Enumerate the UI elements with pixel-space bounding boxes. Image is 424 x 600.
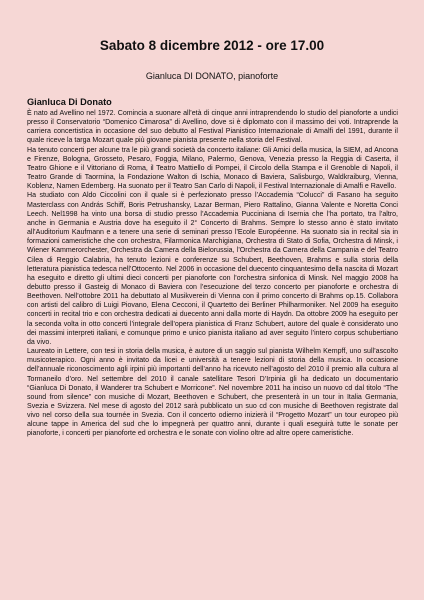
biography-body [27, 109, 398, 439]
biography-title: Gianluca Di Donato [27, 97, 112, 107]
concert-date-heading: Sabato 8 dicembre 2012 - ore 17.00 [99, 38, 325, 53]
biography-paragraph: È nato ad Avellino nel 1972. Comincia a suonare all’età di cinque anni intraprendendo lo studio del pianoforte a undici presso il Conservatorio “Domenico Cimarosa” di Avellino, dove si è diplomato con il massimo dei voti. Intraprende la carriera concertistica in occasione del suo debutto al Festival Pianistico Internazionale di Amalfi del 1991, durante il quale riceve la targa Mozart quale più giovane pianista presente nella storia del Festival. [27, 110, 398, 145]
biography-paragraph: Ha tenuto concerti per alcune tra le più grandi società da concerto italiane: Gli Amici della musica, la SIEM, ad Ancona e Firenze, Bologna, Grosseto, Pesaro, Foggia, Milano, Palermo, Genova, Venezia presso la Reggia di Caserta, il Teatro Ghione e il Vittoriano di Roma, il Teatro Mattiello di Pompei, il Circolo della Stampa e il Grenoble di Napoli, il Teatro Grande di Taormina, la Fondazione Walton di Ischia, Monaco di Baviera, Salisburgo, Waldkraiburg, Vienna, Koblenz, Namen Edemberg. Ha suonato per il Teatro San Carlo di Napoli, il Festival Internazionale di Amalfi e Ravello. [27, 146, 398, 191]
performer-line: Gianluca DI DONATO, pianoforte [145, 71, 279, 81]
biography-paragraph: Ha studiato con Aldo Ciccolini con il quale si è perfezionato presso l’Accademia “Colucci” di Fasano ha seguito Masterclass con András Schiff, Boris Petrushansky, Lazar Berman, Piero Rattalino, Gianna Valente e Noretta Conci Leech. Nel1998 ha vinto una borsa di studio presso l’Accademia Pucciniana di Isernia che l’ha portato, tra l’altro, anche in Germania e Austria dove ha eseguito il 2° Concerto di Brahms. Sempre lo stesso anno è stato invitato all’Auditorium Kaufmann e a tenere una serie di seminari presso l’Ecole Européenne. Ha suonato sia in recital sia in formazioni cameristiche che con orchestra, Filarmonica Marchigiana, Orchestra di Stato di Sofia, Orchestra di Minsk, i Wiener Kammerorchester, Orchestra da Camera della Bielorussia, l’Orchestra da Camera della Campania e del Teatro Cilea di Reggio Calabria, ha tenuto lezioni e conferenze su Schubert, Beethoven, Brahms e sulla storia della letteratura pianistica tedesca nell’Ottocento. Nel 2006 in occasione del duecento cinquantesimo della nascita di Mozart ha eseguito e diretto gli ultimi dieci concerti per pianoforte con l’orchestra sinfonica di Minsk. Nel maggio 2008 ha debutto presso il Gasteig di Monaco di Baviera con l’esecuzione del terzo concerto per pianoforte e orchestra di Beethoven. Nell’ottobre 2011 ha debuttato al Musikverein di Vienna con il primo concerto di Brahms op.15. Collabora con artisti del calibro di Luigi Piovano, Elena Cecconi, il Quartetto dei Berliner Philharmoniker. Nel 2009 ha eseguito concerti in recital trio e con orchestra dedicati ai duecento anni dalla morte di Haydn. Da ottobre 2009 ha eseguito per la seconda volta in otto concerti l’integrale dell’opera pianistica di Franz Schubert, autore del quale è considerato uno dei massimi interpreti italiani, e comunque primo e unico pianista italiano ad aver seguito l’intero corpus schubertiano da vivo. [27, 192, 398, 346]
biography-paragraph: Laureato in Lettere, con tesi in storia della musica, è autore di un saggio sul pianista Wilhelm Kempff, uno sull’ascolto musicoterapico. Ogni anno è invitato da licei e università a tenere lezioni di storia della musica. In occasione dell’annuale riconoscimento agli irpini più importanti dell’anno ha ricevuto nell’agosto del 2010 il premio alla cultura al Tormaneilo d’oro. Nel settembre del 2010 il canale satellitare Tesori D’Irpinia gli ha dedicato un documentario “Gianluca Di Donato, il Wanderer tra Schubert e Morricone”. Nel novembre 2011 ha inciso un nuovo cd dal titolo “The sound from silence” con musiche di Mozart, Beethoven e Schubert, che presenterà in un tour in Italia Germania, Svezia e Svizzera. Nel mese di agosto del 2012 sarà pubblicato un suo cd con musiche di Beethoven registrate dal vivo nel corso della sua tournée in Svezia. Con il concerto odierno inizierà il “Progetto Mozart” un tour europeo più alcune tappe in America del sud che lo impegnerà per quattro anni, durante i quali eseguirà tutte le sonate per pianoforte, i concerti per pianoforte ed orchestra e le sonate con violino oltre ad altre opere cameristiche. [27, 348, 398, 438]
